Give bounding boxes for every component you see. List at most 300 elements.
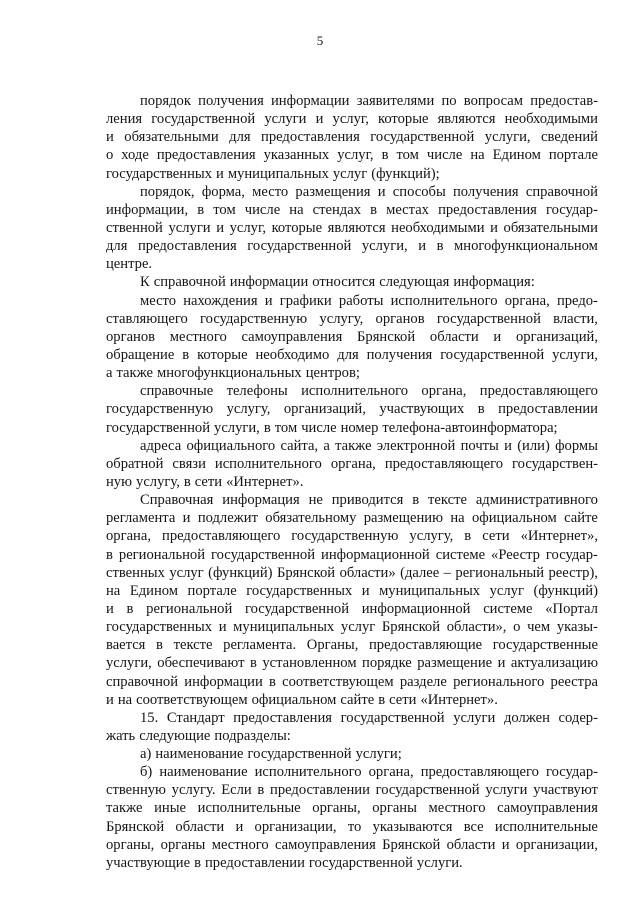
word: на <box>106 582 121 599</box>
word: центров; <box>305 365 360 382</box>
word: наименование <box>159 764 248 781</box>
word: участвуют <box>533 782 598 799</box>
word: предоставлении <box>270 782 370 799</box>
word: на <box>289 201 304 218</box>
word: реестра <box>550 673 598 690</box>
word: услуги, <box>552 346 598 363</box>
word: подразделы: <box>214 727 291 744</box>
word: ную <box>106 473 133 490</box>
word: размещения <box>295 183 371 200</box>
word: тексте <box>428 492 467 509</box>
text-line <box>106 165 598 183</box>
word: в <box>269 673 276 690</box>
word: и <box>182 510 191 527</box>
word: в <box>370 201 377 218</box>
word: необходимо <box>255 346 330 363</box>
word: которые <box>271 219 323 236</box>
word: государ- <box>545 546 598 563</box>
word: ходе <box>121 147 149 164</box>
word: размещение <box>417 655 493 672</box>
word: указываются <box>372 818 453 835</box>
word: услуги <box>264 111 307 128</box>
word: соответствующем <box>136 691 248 708</box>
word: связи <box>172 455 206 472</box>
word: сети <box>482 528 510 545</box>
word: исполнительного <box>390 292 498 309</box>
word: и <box>490 219 498 236</box>
word: б) <box>140 764 153 781</box>
word: следующая <box>379 274 450 291</box>
word: государственную <box>200 310 308 327</box>
word: работы <box>338 292 384 309</box>
word: органы, <box>312 800 361 817</box>
word: размещению <box>363 510 444 527</box>
word: исполнительного <box>301 383 409 400</box>
text-line <box>106 618 598 636</box>
word: административного <box>475 492 598 509</box>
word: предо- <box>556 292 598 309</box>
word: которые <box>197 346 248 363</box>
text-line <box>106 110 598 128</box>
word: чем <box>527 619 551 636</box>
word: услуг, <box>332 111 369 128</box>
word: услуги <box>453 709 496 726</box>
word: государственных <box>106 619 213 636</box>
word: о <box>106 147 114 164</box>
word: ственной <box>106 219 163 236</box>
word: для <box>229 129 251 146</box>
word: сети <box>389 691 417 708</box>
word: самоуправления <box>275 836 376 853</box>
word: номер <box>340 419 379 436</box>
word: сайте <box>340 691 375 708</box>
word: а <box>323 437 330 454</box>
text-line <box>106 346 598 364</box>
word: участвующих <box>379 401 465 418</box>
word: предостав- <box>530 93 598 109</box>
word: справочной <box>106 673 179 690</box>
word: а) <box>140 746 152 763</box>
word: услуг <box>340 619 376 636</box>
word: в <box>412 492 420 509</box>
word: органы <box>372 800 417 817</box>
word: числе <box>244 201 281 218</box>
word: в <box>106 546 113 563</box>
word: многофункциональных <box>156 365 302 382</box>
word: в <box>156 637 163 654</box>
text-line <box>106 818 598 836</box>
word: тексте <box>173 637 213 654</box>
word: предоставляющего <box>479 383 598 400</box>
word: предоставляющего <box>384 455 504 472</box>
word: региональной <box>146 600 233 617</box>
word: местного <box>211 836 269 853</box>
word: предоставления <box>438 201 537 218</box>
word: организаций, <box>515 328 598 345</box>
word: все <box>463 818 484 835</box>
word: и <box>361 582 370 599</box>
word: обязательному <box>265 510 357 527</box>
word: многофункциональном <box>454 238 598 255</box>
word: информация <box>222 492 300 509</box>
text-line <box>106 491 598 509</box>
word: муниципальных <box>227 165 329 182</box>
word: «Интернет», <box>520 528 598 545</box>
word: предоставляющие <box>369 637 483 654</box>
word: место <box>252 183 289 200</box>
word: государственной <box>247 746 352 763</box>
word: области <box>446 836 496 853</box>
word: о <box>513 619 521 636</box>
word: сети <box>194 473 223 490</box>
word: Брянской <box>382 836 441 853</box>
text-line <box>106 727 598 745</box>
word: в <box>257 782 265 799</box>
word: форма, <box>201 183 245 200</box>
word: нахождения <box>183 292 258 309</box>
word: на <box>450 510 465 527</box>
word: необходимыми <box>504 111 598 128</box>
word: почты <box>460 437 499 454</box>
word: государственные <box>492 637 598 654</box>
word: государствен- <box>512 455 598 472</box>
word: вается <box>106 637 146 654</box>
text-line <box>106 745 598 763</box>
word: для <box>337 346 359 363</box>
word: муниципальных <box>379 582 481 599</box>
word: области <box>429 328 479 345</box>
word: порядке <box>362 655 412 672</box>
word: «Реестр <box>491 546 540 563</box>
text-line <box>106 310 598 328</box>
word: информационной <box>361 600 471 617</box>
word: услуг <box>169 564 204 581</box>
word: относится <box>312 274 376 291</box>
word: информации <box>184 673 263 690</box>
text-line <box>106 201 598 219</box>
word: исполнительного <box>254 764 362 781</box>
word: самоуправления <box>497 800 598 817</box>
text-line <box>106 219 598 237</box>
text-line <box>106 781 598 799</box>
word: обращение <box>106 346 175 363</box>
word: Брянской <box>276 564 336 581</box>
word: в <box>464 528 472 545</box>
word: услуги, <box>106 655 152 672</box>
word: и <box>264 292 273 309</box>
word: услугу, <box>409 528 454 545</box>
word: способы <box>392 183 446 200</box>
word: области», <box>446 619 507 636</box>
word: графики <box>279 292 332 309</box>
word: области <box>175 818 225 835</box>
word: указы- <box>556 619 598 636</box>
word: (или) <box>517 437 550 454</box>
word: государственной <box>211 546 316 563</box>
text-line <box>106 854 598 872</box>
word: государственной <box>436 310 541 327</box>
word: предоставления <box>156 147 256 164</box>
text-line <box>106 636 598 654</box>
word: (функций) <box>208 564 273 581</box>
word: на <box>117 691 133 708</box>
text-line <box>106 763 598 781</box>
word: том <box>396 147 419 164</box>
word: органы, <box>106 836 155 853</box>
word: в <box>381 147 389 164</box>
word: на <box>470 147 485 164</box>
word: установленном <box>262 655 357 672</box>
word: (функций); <box>371 165 440 182</box>
word: и <box>106 691 114 708</box>
text-line <box>106 799 598 817</box>
word: для <box>106 238 128 255</box>
word: телефоны <box>226 383 288 400</box>
text-line <box>106 273 598 291</box>
text-line <box>106 146 598 164</box>
word: системе <box>483 600 533 617</box>
word: портале <box>548 147 598 164</box>
word: Едином <box>129 582 179 599</box>
word: официального <box>186 437 276 454</box>
word: «Интернет». <box>420 691 498 708</box>
word: системе <box>435 546 486 563</box>
word: телефона-автоинформатора; <box>382 419 558 436</box>
word: актуализацию <box>510 655 598 672</box>
word: получения <box>198 93 264 109</box>
word: адреса <box>140 437 182 454</box>
word: участвующие <box>106 854 191 871</box>
word: и <box>216 219 225 236</box>
word: и <box>418 238 427 255</box>
text-line <box>106 691 598 709</box>
word: Едином <box>492 147 541 164</box>
word: и <box>501 836 510 853</box>
word: государственной <box>440 346 545 363</box>
word: исполнительные <box>197 800 301 817</box>
word: области» <box>339 564 396 581</box>
word: Если <box>221 782 252 799</box>
word: предоставлении <box>498 401 598 418</box>
word: Брянской <box>381 619 441 636</box>
word: и <box>235 818 244 835</box>
word: Справочная <box>140 492 214 509</box>
word: государственной <box>375 782 480 799</box>
word: Брянской <box>106 818 165 835</box>
text-line <box>106 400 598 418</box>
word: электронной <box>376 437 456 454</box>
word: К <box>140 274 150 291</box>
text-line <box>106 455 598 473</box>
text-line <box>106 255 598 273</box>
word: и <box>315 111 324 128</box>
text-line <box>106 183 598 201</box>
word: услуги. <box>416 854 463 871</box>
word: органа, <box>106 528 151 545</box>
word: исполнительные <box>494 818 598 835</box>
text-line <box>106 564 598 582</box>
word: услуг <box>489 582 524 599</box>
text-line <box>106 292 598 310</box>
word: по <box>441 93 457 109</box>
word: органа, <box>330 455 376 472</box>
text-line <box>106 382 598 400</box>
text-line <box>106 364 598 382</box>
word: заявителями <box>356 93 435 109</box>
word: государственных <box>246 582 353 599</box>
word: государ- <box>545 764 598 781</box>
word: иные <box>154 800 187 817</box>
word: обязательными <box>124 129 219 146</box>
word: порядок, <box>140 183 195 200</box>
word: государственной <box>106 419 211 436</box>
text-line <box>106 92 598 110</box>
word: организаций, <box>283 401 366 418</box>
word: жать <box>106 727 136 744</box>
word: являются <box>327 219 386 236</box>
word: услуги; <box>355 746 402 763</box>
word: вопросам <box>463 93 524 109</box>
word: в <box>183 473 191 490</box>
word: государственных <box>106 165 213 182</box>
word: официальном <box>471 510 557 527</box>
word: числе <box>426 147 463 164</box>
word: и <box>216 165 224 182</box>
word: предоставления <box>233 709 332 726</box>
word: и <box>377 183 386 200</box>
word: региональной <box>118 546 206 563</box>
word: услуг, <box>337 147 374 164</box>
word: сведений <box>541 129 598 146</box>
page-number: 5 <box>316 33 324 48</box>
word: Органы, <box>306 637 359 654</box>
word: обязательными <box>503 219 598 236</box>
text-line <box>106 582 598 600</box>
word: портале <box>187 582 237 599</box>
word: и <box>106 129 114 146</box>
word: порядок <box>140 93 191 109</box>
word: указанных <box>263 147 330 164</box>
word: справочной <box>153 274 226 291</box>
text-line <box>106 419 598 437</box>
word: сайта, <box>280 437 319 454</box>
text-line <box>106 527 598 545</box>
word: ставляющего <box>106 310 188 327</box>
word: государственной <box>247 238 352 255</box>
word: услуг, <box>229 219 266 236</box>
word: в <box>436 238 444 255</box>
word: региональный <box>455 564 545 581</box>
word: власти, <box>553 310 598 327</box>
word: местного <box>428 800 486 817</box>
text-line <box>106 237 598 255</box>
text-line <box>106 709 598 727</box>
word: справочные <box>140 383 214 400</box>
word: том <box>213 201 236 218</box>
text-line <box>106 673 598 691</box>
word: стендах <box>312 201 361 218</box>
word: – <box>443 564 451 581</box>
word: услуг <box>332 165 368 182</box>
word: самоуправления <box>241 328 343 345</box>
word: государственной <box>151 111 256 128</box>
word: а <box>106 365 113 382</box>
word: также <box>335 437 372 454</box>
word: органа, <box>504 292 550 309</box>
word: сайте <box>564 510 598 527</box>
word: информации <box>229 274 309 291</box>
word: ственную <box>106 782 166 799</box>
word: числе <box>301 419 337 436</box>
word: формы <box>555 437 598 454</box>
word: государ- <box>545 201 598 218</box>
word: также <box>116 365 153 382</box>
word: органа, <box>368 764 414 781</box>
word: справочной <box>525 183 598 200</box>
word: предоставляющего <box>162 528 281 545</box>
text-line <box>106 654 598 672</box>
word: в <box>194 854 201 871</box>
word: государственную <box>291 528 399 545</box>
text-line <box>106 836 598 854</box>
word: не <box>308 492 323 509</box>
word: центре. <box>106 256 153 273</box>
text-line <box>106 437 598 455</box>
word: (функций) <box>533 582 598 599</box>
word: и <box>218 619 227 636</box>
word: необходимыми <box>391 219 485 236</box>
word: в <box>182 346 190 363</box>
word: также <box>106 800 143 817</box>
word: в <box>249 655 257 672</box>
text-line <box>106 546 598 564</box>
word: муниципальных <box>233 619 335 636</box>
word: в <box>263 419 271 436</box>
word: предоставления <box>261 129 360 146</box>
word: органов <box>106 328 156 345</box>
word: организации, <box>515 836 598 853</box>
word: информационной <box>321 546 430 563</box>
text-line <box>106 509 598 527</box>
text-line <box>106 128 598 146</box>
word: должен <box>503 709 550 726</box>
word: «Портал <box>545 600 598 617</box>
word: услуги <box>168 219 211 236</box>
word: в <box>477 401 485 418</box>
word: соответствующем <box>282 673 394 690</box>
word: содер- <box>558 709 598 726</box>
word: подлежит <box>197 510 258 527</box>
document-body <box>106 92 598 872</box>
word: услугу, <box>136 473 180 490</box>
word: органы <box>160 836 206 853</box>
word: в <box>197 201 205 218</box>
word: том <box>274 419 298 436</box>
word: государственной <box>308 854 413 871</box>
word: «Интернет». <box>226 473 304 490</box>
word: приводится <box>331 492 404 509</box>
word: информация: <box>453 274 535 291</box>
word: и <box>504 437 512 454</box>
word: услугу, <box>319 310 364 327</box>
word: наименование <box>155 746 244 763</box>
word: государственной <box>370 129 475 146</box>
word: органов <box>375 310 425 327</box>
word: государственной <box>245 600 350 617</box>
word: 15. <box>140 709 159 726</box>
word: разделе <box>399 673 447 690</box>
word: органа, <box>421 383 467 400</box>
